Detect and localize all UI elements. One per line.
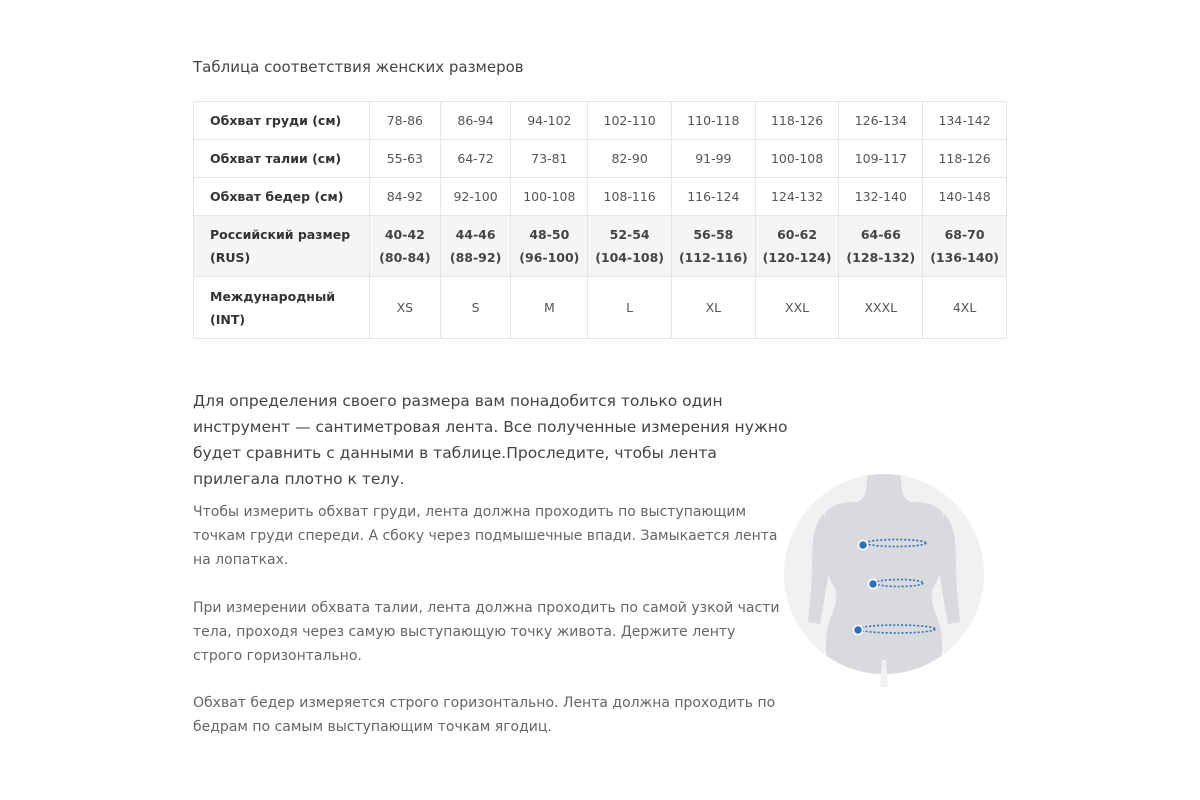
table-cell: 124-132 [755, 178, 839, 216]
waist-row [194, 140, 1007, 178]
hips-tape-dot [854, 626, 863, 635]
table-cell: 48-50 (96-100) [511, 216, 588, 277]
figure-torso [824, 502, 945, 687]
waist-tape-dot [869, 580, 878, 589]
table-cell: 60-62 (120-124) [755, 216, 839, 277]
table-cell: 140-148 [923, 178, 1007, 216]
table-cell: 132-140 [839, 178, 923, 216]
table-cell: 86-94 [440, 102, 511, 140]
table-cell: 118-126 [923, 140, 1007, 178]
row-header: Российский размер (RUS) [194, 216, 370, 277]
table-cell: 78-86 [370, 102, 441, 140]
table-cell: 82-90 [588, 140, 672, 178]
hips-row [194, 178, 1007, 216]
table-cell: 91-99 [671, 140, 755, 178]
table-cell: M [511, 277, 588, 339]
table-cell: 110-118 [671, 102, 755, 140]
table-cell: 118-126 [755, 102, 839, 140]
table-cell: XXL [755, 277, 839, 339]
table-cell: XXXL [839, 277, 923, 339]
int-size-row [194, 277, 1007, 339]
chest-tape-dot [859, 541, 868, 550]
rus-size-row [194, 216, 1007, 277]
table-cell: 4XL [923, 277, 1007, 339]
table-cell: 73-81 [511, 140, 588, 178]
size-chart-table [193, 101, 1007, 339]
page-title: Таблица соответствия женских размеров [193, 58, 524, 76]
chest-measure-text: Чтобы измерить обхват груди, лента должна проходить по выступающим точкам груди спереди. А сбоку через подмышечные впади. Замыкается лента на лопатках. [193, 504, 778, 568]
table-cell: 134-142 [923, 102, 1007, 140]
table-cell: 102-110 [588, 102, 672, 140]
table-cell: S [440, 277, 511, 339]
body-measurement-figure-icon [784, 462, 984, 687]
table-cell: XS [370, 277, 441, 339]
table-cell: 64-72 [440, 140, 511, 178]
table-cell: 109-117 [839, 140, 923, 178]
row-header: Обхват бедер (см) [194, 178, 370, 216]
table-cell: 100-108 [755, 140, 839, 178]
table-cell: XL [671, 277, 755, 339]
table-cell: 116-124 [671, 178, 755, 216]
table-cell: 100-108 [511, 178, 588, 216]
table-cell: 44-46 (88-92) [440, 216, 511, 277]
table-cell: 126-134 [839, 102, 923, 140]
table-cell: 84-92 [370, 178, 441, 216]
table-cell: 94-102 [511, 102, 588, 140]
row-header: Обхват талии (см) [194, 140, 370, 178]
hips-measure-text: Обхват бедер измеряется строго горизонтально. Лента должна проходить по бедрам по самым выступающим точкам ягодиц. [193, 695, 776, 735]
row-header: Международный (INT) [194, 277, 370, 339]
table-cell: 52-54 (104-108) [588, 216, 672, 277]
row-header: Обхват груди (см) [194, 102, 370, 140]
table-cell: 68-70 (136-140) [923, 216, 1007, 277]
table-cell: 108-116 [588, 178, 672, 216]
table-cell: 40-42 (80-84) [370, 216, 441, 277]
table-cell: 64-66 (128-132) [839, 216, 923, 277]
table-cell: 55-63 [370, 140, 441, 178]
intro-text: Для определения своего размера вам понадобится только один инструмент — сантиметровая лента. Все полученные измерения нужно будет сравнить с данными в таблице.Проследите, чтобы лента прилегала плотно к телу. [193, 392, 788, 488]
chest-row [194, 102, 1007, 140]
waist-measure-text: При измерении обхвата талии, лента должна проходить по самой узкой части тела, проходя через самую выступающую точку живота. Держите ленту строго горизонтально. [193, 600, 780, 664]
table-cell: L [588, 277, 672, 339]
table-cell: 92-100 [440, 178, 511, 216]
table-cell: 56-58 (112-116) [671, 216, 755, 277]
